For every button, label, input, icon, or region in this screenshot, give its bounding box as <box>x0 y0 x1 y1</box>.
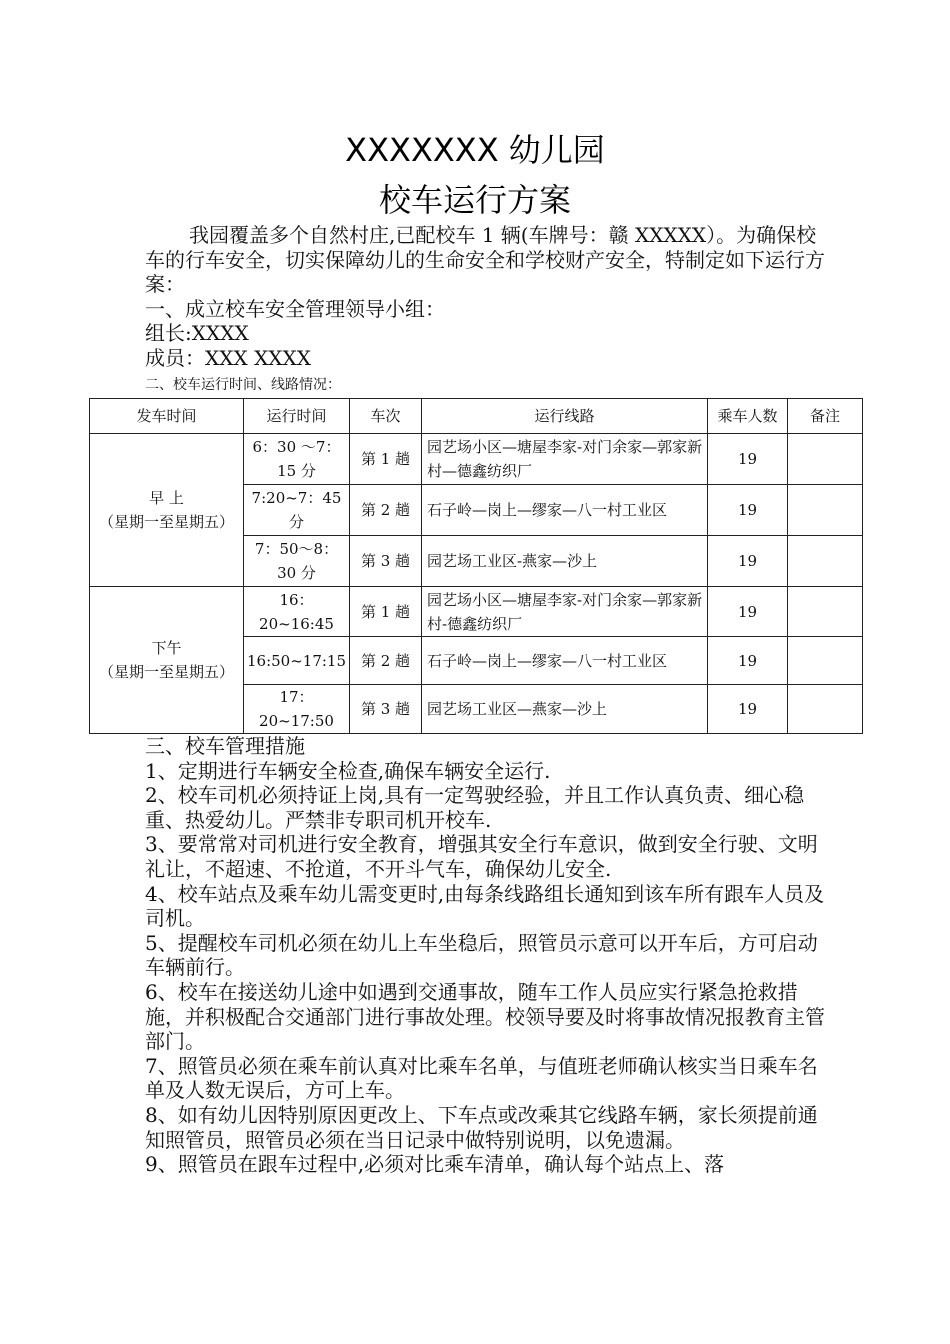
note-cell <box>788 536 863 587</box>
route-table <box>89 398 863 734</box>
document-title-plan: 校车运行方案 <box>378 181 571 219</box>
trip-cell: 第 1 趟 <box>350 587 422 637</box>
riders-cell: 19 <box>708 685 788 734</box>
route-cell: 石子岭—岗上—缪家—八一村工业区 <box>422 485 708 536</box>
riders-cell: 19 <box>708 587 788 637</box>
note-cell <box>788 685 863 734</box>
section1-heading: 一、成立校车安全管理领导小组： <box>145 296 445 321</box>
header-trip: 车次 <box>350 399 422 434</box>
measure-item-8: 8、如有幼儿因特别原因更改上、下车点或改乘其它线路车辆，家长须提前通知照管员，照管员必须在当日记录中做特别说明，以免遗漏。 <box>145 1102 818 1152</box>
header-run-time: 运行时间 <box>244 399 350 434</box>
measure-item-3: 3、要常常对司机进行安全教育，增强其安全行车意识，做到安全行驶、文明礼让，不超速、不抢道，不开斗气车，确保幼儿安全. <box>145 832 818 881</box>
note-cell <box>788 637 863 685</box>
note-cell <box>788 434 863 485</box>
trip-cell: 第 2 趟 <box>350 485 422 536</box>
measure-item-2: 2、校车司机必须持证上岗,具有一定驾驶经验，并且工作认真负责、细心稳重、热爱幼儿。严禁非专职司机开校车. <box>145 783 805 832</box>
route-cell: 园艺场工业区—燕家—沙上 <box>422 685 708 734</box>
table-header-row <box>90 399 863 434</box>
note-cell <box>788 587 863 637</box>
riders-cell: 19 <box>708 434 788 485</box>
run-time-cell: 17：20~17:50 <box>244 685 350 734</box>
section3-heading: 三、校车管理措施 <box>145 734 305 758</box>
header-note: 备注 <box>788 399 863 434</box>
run-time-cell: 16:50~17:15 <box>244 637 350 685</box>
period-label: 下午 <box>151 639 182 657</box>
route-cell: 园艺场工业区-燕家—沙上 <box>422 536 708 587</box>
run-time-cell: 16：20~16:45 <box>244 587 350 637</box>
note-cell <box>788 485 863 536</box>
measure-item-6: 6、校车在接送幼儿途中如遇到交通事故，随车工作人员应实行紧急抢救措施，并积极配合交通部门进行事故处理。校领导要及时将事故情况报教育主管部门。 <box>145 979 825 1054</box>
section3-measures <box>145 734 825 1177</box>
trip-cell: 第 2 趟 <box>350 637 422 685</box>
measure-item-5: 5、提醒校车司机必须在幼儿上车坐稳后，照管员示意可以开车后，方可启动车辆前行。 <box>145 930 818 980</box>
header-riders: 乘车人数 <box>708 399 788 434</box>
measure-item-7: 7、照管员必须在乘车前认真对比乘车名单，与值班老师确认核实当日乘车名单及人数无误后，方可上车。 <box>145 1053 818 1103</box>
route-cell: 园艺场小区—塘屋李家-对门余家—郭家新村—德鑫纺织厂 <box>422 434 708 485</box>
header-depart-time: 发车时间 <box>90 399 244 434</box>
period-days: （星期一至星期五） <box>98 663 234 681</box>
table-row <box>90 434 863 485</box>
members-line: 成员：XXX XXXX <box>145 345 312 370</box>
header-route: 运行线路 <box>422 399 708 434</box>
measure-item-1: 1、定期进行车辆安全检查,确保车辆安全运行. <box>145 758 551 783</box>
intro-section <box>145 223 825 371</box>
run-time-cell: 7：50～8：30 分 <box>244 536 350 587</box>
trip-cell: 第 3 趟 <box>350 536 422 587</box>
table-row <box>90 587 863 637</box>
measure-item-9: 9、照管员在跟车过程中,必须对比乘车清单，确认每个站点上、落 <box>145 1152 725 1177</box>
measure-item-4: 4、校车站点及乘车幼儿需变更时,由每条线路组长通知到该车所有跟车人员及司机。 <box>145 881 825 931</box>
period-cell-morning <box>90 434 244 587</box>
trip-cell: 第 3 趟 <box>350 685 422 734</box>
run-time-cell: 7:20~7：45 分 <box>244 485 350 536</box>
riders-cell: 19 <box>708 637 788 685</box>
period-cell-afternoon <box>90 587 244 734</box>
trip-cell: 第 1 趟 <box>350 434 422 485</box>
route-cell: 石子岭—岗上—缪家—八一村工业区 <box>422 637 708 685</box>
intro-paragraph: 我园覆盖多个自然村庄,已配校车 1 辆(车牌号：赣 XXXXX）。为确保校车的行车安全，切实保障幼儿的生命安全和学校财产安全，特制定如下运行方案： <box>145 223 825 297</box>
riders-cell: 19 <box>708 485 788 536</box>
period-days: （星期一至星期五） <box>98 513 234 531</box>
riders-cell: 19 <box>708 536 788 587</box>
section2-heading: 二、校车运行时间、线路情况： <box>145 377 341 393</box>
leader-line: 组长:XXXX <box>145 321 249 346</box>
document-title-school: XXXXXXX 幼儿园 <box>345 131 605 169</box>
run-time-cell: 6：30 ～7：15 分 <box>244 434 350 485</box>
route-cell: 园艺场小区—塘屋李家-对门余家—郭家新村-德鑫纺织厂 <box>422 587 708 637</box>
period-label: 早 上 <box>149 489 184 507</box>
